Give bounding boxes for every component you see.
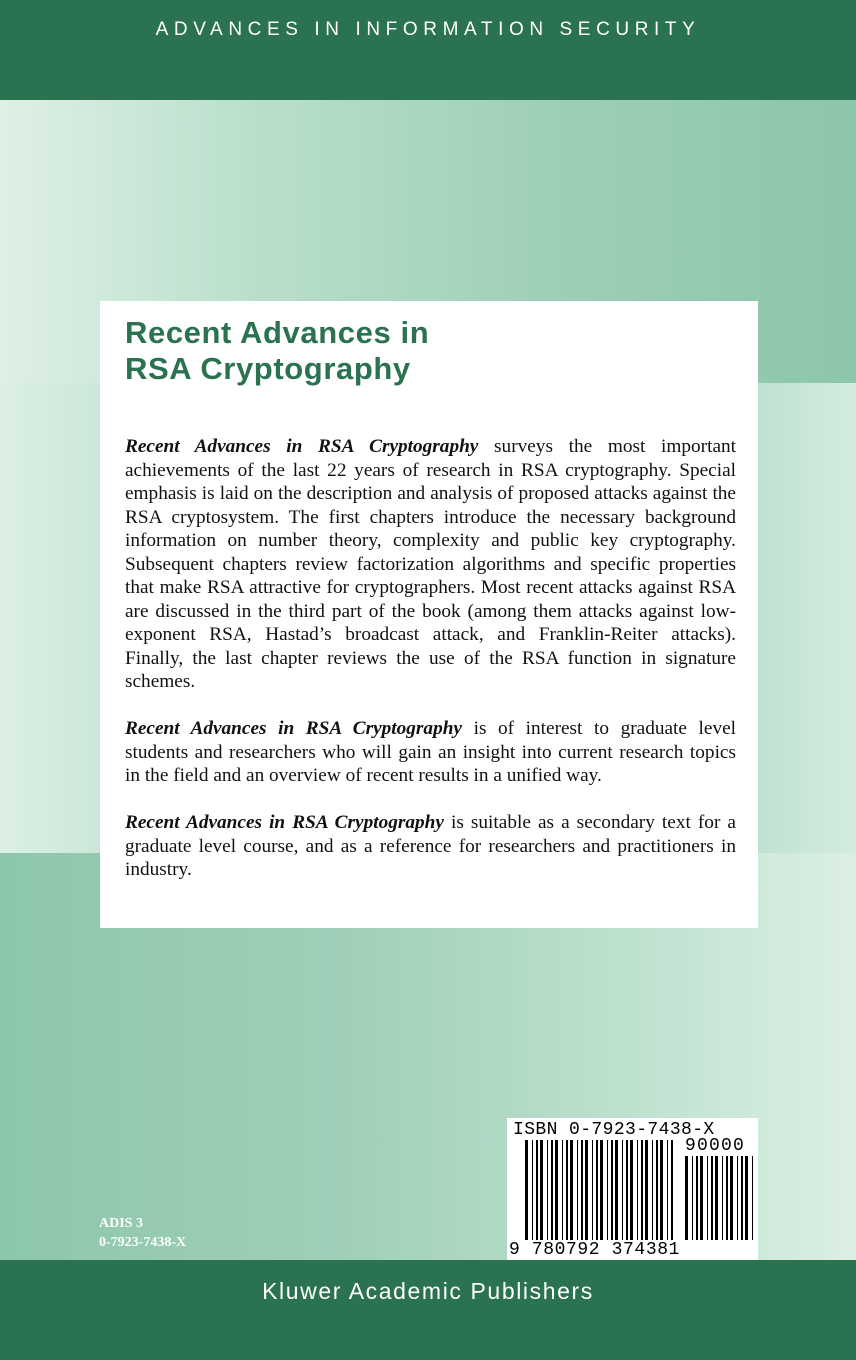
barcode-bar — [696, 1156, 698, 1240]
barcode-bar — [562, 1140, 563, 1244]
description-body — [125, 435, 736, 905]
publisher-name: Kluwer Academic Publishers — [262, 1278, 594, 1304]
barcode-bar — [547, 1140, 548, 1244]
barcode-bar — [566, 1140, 568, 1244]
barcode-bar — [570, 1140, 573, 1244]
barcode-bar — [607, 1140, 608, 1244]
isbn-barcode — [507, 1118, 758, 1260]
barcode-bar — [577, 1140, 578, 1244]
barcode-bar — [671, 1140, 673, 1244]
barcode-bar — [585, 1140, 588, 1244]
barcode-ean-digits: 9 780792 374381 — [509, 1240, 681, 1260]
book-title-line-1: Recent Advances in — [125, 315, 430, 350]
series-banner — [0, 0, 856, 100]
barcode-bar — [726, 1156, 728, 1240]
barcode-bar — [592, 1140, 593, 1244]
description-paragraph-2 — [125, 717, 736, 788]
paragraph-3-text: is suitable as a secondary text for a graduate level course, and as a reference for researchers and practitioners in industry. — [125, 812, 736, 880]
barcode-bar — [532, 1140, 533, 1244]
book-title-line-2: RSA Cryptography — [125, 351, 411, 386]
barcode-bar — [525, 1140, 528, 1244]
barcode-bar — [645, 1140, 648, 1244]
barcode-addon-digits: 90000 — [685, 1136, 746, 1156]
barcode-bar — [611, 1140, 613, 1244]
barcode-bar — [622, 1140, 623, 1244]
series-title: ADVANCES IN INFORMATION SECURITY — [155, 19, 701, 40]
barcode-bar — [752, 1156, 753, 1240]
barcode-bar — [615, 1140, 618, 1244]
barcode-bar — [555, 1140, 558, 1244]
barcode-bar — [641, 1140, 643, 1244]
barcode-bar — [745, 1156, 748, 1240]
barcode-bar — [667, 1140, 668, 1244]
barcode-bar — [737, 1156, 738, 1240]
barcode-bar — [630, 1140, 633, 1244]
barcode-bar — [540, 1140, 543, 1244]
barcode-bar — [626, 1140, 628, 1244]
barcode-bar — [581, 1140, 583, 1244]
barcode-bar — [707, 1156, 708, 1240]
series-number: ADIS 3 — [99, 1216, 143, 1231]
barcode-bar — [730, 1156, 733, 1240]
barcode-bar — [637, 1140, 638, 1244]
barcode-isbn-label: ISBN 0-7923-7438-X — [513, 1120, 715, 1140]
description-paragraph-3 — [125, 811, 736, 882]
barcode-bar — [551, 1140, 553, 1244]
publisher-banner — [0, 1260, 856, 1360]
paragraph-2-book-name: Recent Advances in RSA Cryptography — [125, 718, 462, 739]
description-card — [100, 301, 758, 928]
barcode-bar — [741, 1156, 743, 1240]
barcode-main-bars — [525, 1140, 677, 1244]
paragraph-2-text: is of interest to graduate level students and researchers who will gain an insight into current research topics in the field and an overview of recent results in a unified way. — [125, 718, 737, 786]
description-paragraph-1 — [125, 435, 736, 694]
barcode-bar — [536, 1140, 538, 1244]
barcode-addon-bars — [685, 1156, 755, 1240]
paragraph-3-book-name: Recent Advances in RSA Cryptography — [125, 812, 444, 833]
barcode-bar — [715, 1156, 718, 1240]
paragraph-1-book-name: Recent Advances in RSA Cryptography — [125, 436, 479, 457]
barcode-bar — [685, 1156, 688, 1240]
book-title — [125, 315, 429, 387]
barcode-bar — [700, 1156, 703, 1240]
barcode-bar — [692, 1156, 693, 1240]
barcode-bar — [722, 1156, 723, 1240]
barcode-bar — [711, 1156, 713, 1240]
series-info — [99, 1214, 186, 1252]
paragraph-1-text: surveys the most important achievements of the last 22 years of research in RSA cryptography. Special emphasis is laid on the description and analysis of proposed attacks against the RSA cryptosystem. The first chapters introduce the necessary background information on number theory, complexity and public key cryptography. Subsequent chapters review factorization algorithms and specific properties that make RSA attractive for cryptographers. Most recent attacks against RSA are discussed in the third part of the book (among them attacks against low-exponent RSA, Hastad’s broadcast attack, and Franklin-Reiter attacks). Finally, the last chapter reviews the use of the RSA function in signature schemes. — [125, 436, 737, 692]
barcode-bar — [600, 1140, 603, 1244]
barcode-bar — [652, 1140, 653, 1244]
barcode-bar — [656, 1140, 658, 1244]
barcode-bar — [660, 1140, 663, 1244]
barcode-bar — [596, 1140, 598, 1244]
isbn-short: 0-7923-7438-X — [99, 1235, 187, 1250]
